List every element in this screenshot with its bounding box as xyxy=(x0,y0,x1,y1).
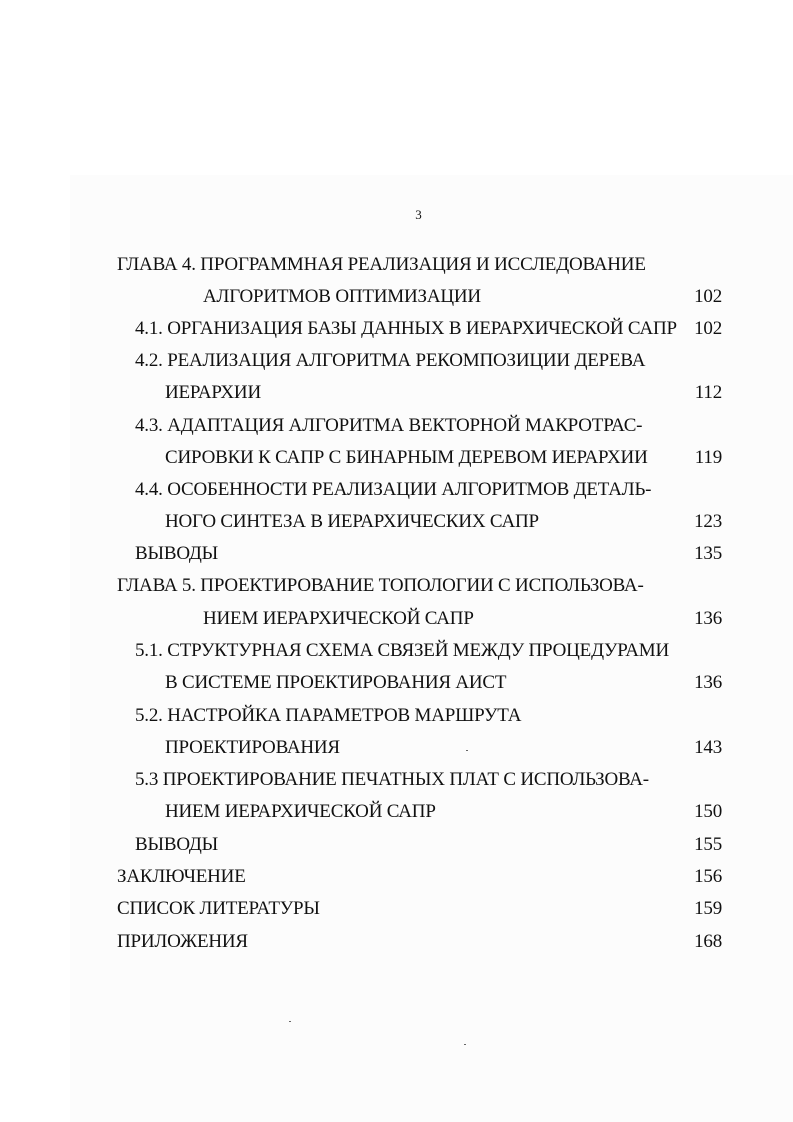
toc-page-number: 102 xyxy=(694,286,722,307)
toc-entry-conclusions-5: ВЫВОДЫ xyxy=(135,834,219,855)
toc-entry-4-2-line1: 4.2. РЕАЛИЗАЦИЯ АЛГОРИТМА РЕКОМПОЗИЦИИ ДЕРЕВА xyxy=(135,350,646,371)
scan-speck xyxy=(289,1021,291,1022)
toc-page-number: 143 xyxy=(694,737,722,758)
toc-entry-4-3-line2: СИРОВКИ К САПР С БИНАРНЫМ ДЕРЕВОМ ИЕРАРХИИ xyxy=(165,447,648,468)
toc-page-number: 119 xyxy=(694,447,722,468)
toc-entry-chapter-4-line1: ГЛАВА 4. ПРОГРАММНАЯ РЕАЛИЗАЦИЯ И ИССЛЕДОВАНИЕ xyxy=(117,254,646,275)
toc-page-number: 168 xyxy=(694,931,722,952)
toc-page-number: 159 xyxy=(694,898,722,919)
toc-entry-5-2-line2: ПРОЕКТИРОВАНИЯ xyxy=(165,737,340,758)
toc-entry-chapter-4-line2: АЛГОРИТМОВ ОПТИМИЗАЦИИ xyxy=(203,286,481,307)
toc-page-number: 123 xyxy=(694,511,722,532)
scan-speck xyxy=(464,1044,466,1045)
toc-page-number: 155 xyxy=(694,834,722,855)
toc-entry-4-4-line2: НОГО СИНТЕЗА В ИЕРАРХИЧЕСКИХ САПР xyxy=(165,511,539,532)
toc-entry-4-4-line1: 4.4. ОСОБЕННОСТИ РЕАЛИЗАЦИИ АЛГОРИТМОВ ДЕТАЛЬ- xyxy=(135,479,652,500)
toc-page-number: 102 xyxy=(694,318,722,339)
toc-page-number: 136 xyxy=(694,672,722,693)
scan-speck xyxy=(466,750,468,751)
toc-entry-chapter-5-line2: НИЕМ ИЕРАРХИЧЕСКОЙ САПР xyxy=(203,608,474,629)
toc-entry-5-1-line2: В СИСТЕМЕ ПРОЕКТИРОВАНИЯ АИСТ xyxy=(165,672,507,693)
toc-page-number: 112 xyxy=(694,382,722,403)
toc-entry-5-2-line1: 5.2. НАСТРОЙКА ПАРАМЕТРОВ МАРШРУТА xyxy=(135,705,522,726)
toc-page-number: 136 xyxy=(694,608,722,629)
toc-entry-4-1: 4.1. ОРГАНИЗАЦИЯ БАЗЫ ДАННЫХ В ИЕРАРХИЧЕСКОЙ САПР xyxy=(135,318,677,339)
toc-entry-conclusion: ЗАКЛЮЧЕНИЕ xyxy=(117,866,246,887)
toc-entry-5-3-line2: НИЕМ ИЕРАРХИЧЕСКОЙ САПР xyxy=(165,801,436,822)
toc-entry-4-2-line2: ИЕРАРХИИ xyxy=(165,382,261,403)
toc-entry-4-3-line1: 4.3. АДАПТАЦИЯ АЛГОРИТМА ВЕКТОРНОЙ МАКРОТРАС- xyxy=(135,415,643,436)
toc-entry-chapter-5-line1: ГЛАВА 5. ПРОЕКТИРОВАНИЕ ТОПОЛОГИИ С ИСПОЛЬЗОВА- xyxy=(117,575,644,596)
toc-page-number: 135 xyxy=(694,543,722,564)
page-number: 3 xyxy=(415,207,422,222)
toc-entry-5-1-line1: 5.1. СТРУКТУРНАЯ СХЕМА СВЯЗЕЙ МЕЖДУ ПРОЦЕДУРАМИ xyxy=(135,640,669,661)
toc-page-number: 156 xyxy=(694,866,722,887)
toc-entry-bibliography: СПИСОК ЛИТЕРАТУРЫ xyxy=(117,898,320,919)
toc-entry-conclusions-4: ВЫВОДЫ xyxy=(135,543,219,564)
toc-entry-5-3-line1: 5.3 ПРОЕКТИРОВАНИЕ ПЕЧАТНЫХ ПЛАТ С ИСПОЛЬЗОВА- xyxy=(135,769,649,790)
toc-page-number: 150 xyxy=(694,801,722,822)
toc-entry-appendices: ПРИЛОЖЕНИЯ xyxy=(117,931,248,952)
